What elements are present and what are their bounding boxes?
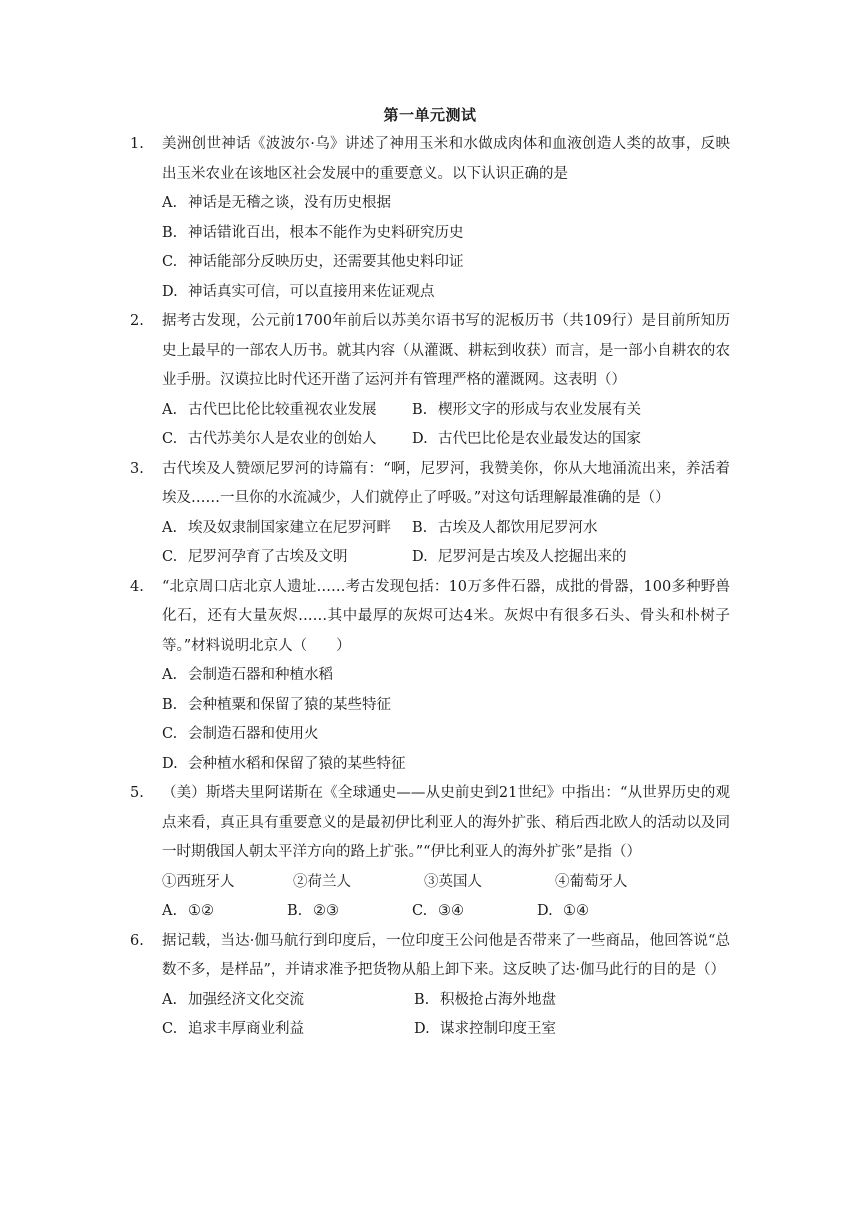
option-b: B. 神话错讹百出，根本不能作为史料研究历史 [162,224,464,241]
option-c: C. 古代苏美尔人是农业的创始人 [162,431,377,447]
option-c: C. ③④ [412,903,464,919]
option-a: A. ①② [162,903,214,919]
option-list [162,189,730,307]
option-b: B. 积极抢占海外地盘 [414,991,556,1008]
question-number: 1. [130,136,144,152]
option-d: D. ①④ [537,903,589,919]
question-4 [130,573,730,780]
question-stem: 古代埃及人赞颂尼罗河的诗篇有：“啊，尼罗河，我赞美你，你从大地涌流出来，养活着埃及……一旦你的水流减少，人们就停止了呼吸。”对这句话理解最准确的是（） [162,460,730,506]
question-number: 4. [130,578,144,595]
option-list [162,396,730,455]
option-b: B. ②③ [287,903,339,919]
question-stem: “北京周口店北京人遗址……考古发现包括：10万多件石器，成批的骨器，100多种野兽化石，还有大量灰烬……其中最厚的灰烬可达4米。灰烬中有很多石头、骨头和朴树子等。”材料说明北京人（ ） [162,578,730,654]
option-a: A. 古代巴比伦比较重视农业发展 [162,401,377,418]
option-d: D. 会种植水稻和保留了猿的某些特征 [162,755,406,772]
question-list [130,130,730,1045]
option-list [162,514,730,573]
option-list [162,661,730,779]
statement-item: ③英国人 [424,873,482,890]
option-b: B. 会种植粟和保留了猿的某些特征 [162,696,391,713]
option-list [162,986,730,1045]
statement-item: ④葡萄牙人 [555,873,628,890]
option-d: D. 尼罗河是古埃及人挖掘出来的 [412,549,627,565]
question-6 [130,927,730,1045]
option-list [162,897,730,927]
statement-item: ①西班牙人 [162,873,235,890]
question-number: 2. [130,313,144,329]
option-a: A. 埃及奴隶制国家建立在尼罗河畔 [162,519,391,536]
statement-list [162,868,730,898]
question-number: 5. [130,785,144,801]
question-number: 3. [130,460,144,477]
option-a: A. 神话是无稽之谈，没有历史根据 [162,195,391,211]
option-d: D. 神话真实可信，可以直接用来佐证观点 [162,283,435,300]
question-stem: 据考古发现，公元前1700年前后以苏美尔语书写的泥板历书（共109行）是目前所知历史上最早的一部农人历书。就其内容（从灌溉、耕耘到收获）而言，是一部小自耕农的农业手册。汉谟拉比时代还开凿了运河并有管理严格的灌溉网。这表明（） [162,313,730,388]
question-2 [130,307,730,455]
option-c: C. 追求丰厚商业利益 [162,1021,304,1037]
page-title: 第一单元测试 [383,106,477,124]
question-stem: 据记载，当达·伽马航行到印度后，一位印度王公问他是否带来了一些商品，他回答说“总数不多，是样品”，并请求准予把货物从船上卸下来。这反映了达·伽马此行的目的是（） [162,932,730,978]
question-stem: 美洲创世神话《波波尔·乌》讲述了神用玉米和水做成肉体和血液创造人类的故事，反映出玉米农业在该地区社会发展中的重要意义。以下认识正确的是 [162,136,730,182]
question-1 [130,130,730,307]
option-d: D. 古代巴比伦是农业最发达的国家 [412,431,641,447]
question-stem: （美）斯塔夫里阿诺斯在《全球通史——从史前史到21世纪》中指出：“从世界历史的观点来看，真正具有重要意义的是最初伊比利亚人的海外扩张、稍后西北欧人的活动以及同一时期俄国人朝太平洋方向的路上扩张。”“伊比利亚人的海外扩张”是指（） [162,785,730,860]
option-c: C. 尼罗河孕育了古埃及文明 [162,549,348,565]
statement-item: ②荷兰人 [293,873,351,890]
option-c: C. 神话能部分反映历史，还需要其他史料印证 [162,254,464,270]
option-d: D. 谋求控制印度王室 [414,1021,556,1037]
option-a: A. 加强经济文化交流 [162,991,304,1008]
question-5 [130,779,730,927]
option-a: A. 会制造石器和种植水稻 [162,667,333,683]
option-b: B. 楔形文字的形成与农业发展有关 [412,401,641,418]
question-3 [130,455,730,573]
option-c: C. 会制造石器和使用火 [162,726,319,742]
question-number: 6. [130,932,144,949]
option-b: B. 古埃及人都饮用尼罗河水 [412,519,598,536]
